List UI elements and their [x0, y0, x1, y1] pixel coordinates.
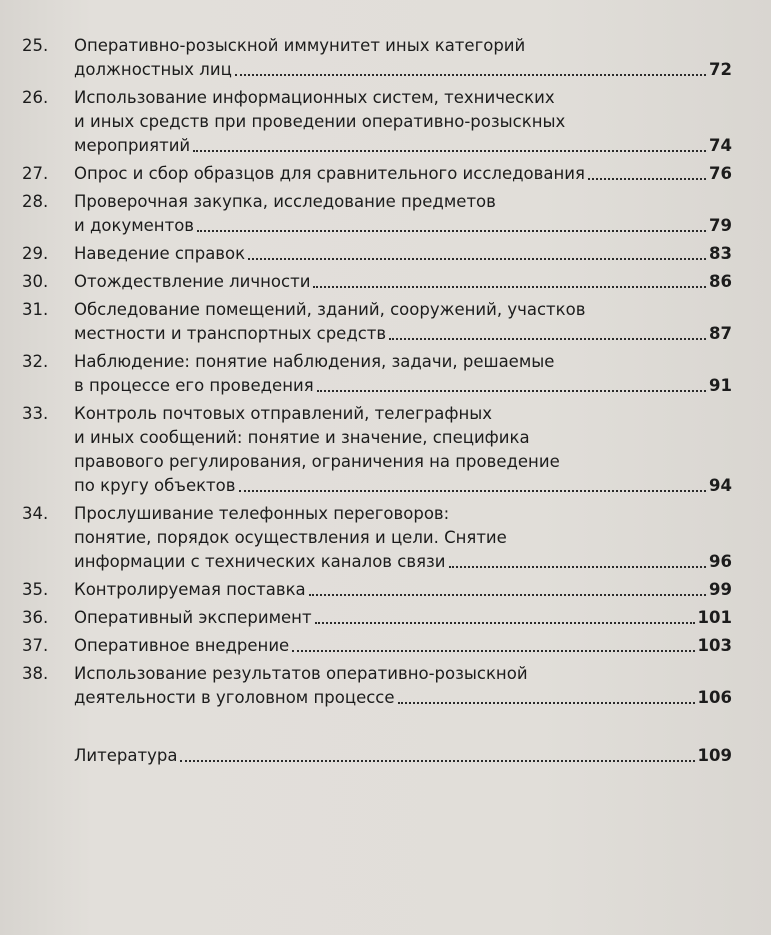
toc-entry-number: 26.: [22, 88, 49, 107]
dot-leader: [588, 177, 706, 180]
toc-entry: [22, 34, 732, 82]
toc-entry-last-line: [74, 606, 732, 630]
toc-entry-page: 101: [697, 608, 732, 627]
toc-entry-body: [74, 402, 732, 498]
toc-entry-last-line: [74, 242, 732, 266]
toc-entry-number: 31.: [22, 300, 49, 319]
toc-entry-number: 30.: [22, 272, 49, 291]
toc-entry-title-line: и документов: [74, 216, 195, 235]
toc-entry: [22, 270, 732, 294]
toc-entry-title-line: Оперативный эксперимент: [74, 608, 312, 627]
dot-leader: [389, 337, 706, 340]
toc-literature: [22, 744, 732, 768]
toc-entry-number: 34.: [22, 504, 49, 523]
table-of-contents: [22, 34, 732, 772]
toc-entry-body: [74, 34, 732, 82]
toc-entry-body: [74, 606, 732, 630]
toc-entry-last-line: [74, 134, 732, 158]
toc-entry-title-line: деятельности в уголовном процессе: [74, 688, 395, 707]
toc-entry-number: 33.: [22, 404, 49, 423]
toc-entry-title-line: Проверочная закупка, исследование предметов: [74, 192, 496, 211]
toc-entry-number: 32.: [22, 352, 49, 371]
toc-entry-title-line: по кругу объектов: [74, 476, 236, 495]
toc-entry-number: 27.: [22, 164, 49, 183]
toc-entry-title-line: и иных средств при проведении оперативно-розыскных: [74, 112, 566, 131]
toc-entry: [22, 242, 732, 266]
toc-entry-last-line: [74, 162, 732, 186]
toc-entry-number: 36.: [22, 608, 49, 627]
dot-leader: [248, 257, 706, 260]
toc-entry-last-line: [74, 474, 732, 498]
toc-entry-page: 94: [709, 476, 732, 495]
toc-entry-last-line: [74, 578, 732, 602]
toc-entry-body: [74, 270, 732, 294]
toc-entry-last-line: [74, 374, 732, 398]
toc-entry-last-line: [74, 322, 732, 346]
toc-entry-title-line: Использование результатов оперативно-розыскной: [74, 664, 528, 683]
dot-leader: [313, 285, 706, 288]
toc-entry-last-line: [74, 270, 732, 294]
toc-entry-title-line: мероприятий: [74, 136, 191, 155]
toc-entry-title-line: должностных лиц: [74, 60, 232, 79]
dot-leader: [449, 565, 707, 568]
toc-entry-page: 91: [709, 376, 732, 395]
toc-entry-last-line: [74, 550, 732, 574]
toc-entry-body: [74, 162, 732, 186]
toc-entry-body: [74, 502, 732, 574]
toc-entry-title-line: Использование информационных систем, технических: [74, 88, 555, 107]
toc-entry-page: 79: [709, 216, 732, 235]
toc-entry-body: [74, 298, 732, 346]
toc-entry-title-line: информации с технических каналов связи: [74, 552, 446, 571]
dot-leader: [235, 73, 706, 76]
toc-entry-title-line: местности и транспортных средств: [74, 324, 387, 343]
literature-label: Литература: [74, 746, 178, 765]
toc-entry-number: 38.: [22, 664, 49, 683]
toc-entry-last-line: [74, 214, 732, 238]
toc-entry-title-line: Контроль почтовых отправлений, телеграфных: [74, 404, 493, 423]
toc-entry-page: 103: [697, 636, 732, 655]
toc-entry-page: 76: [709, 164, 732, 183]
dot-leader: [197, 229, 706, 232]
toc-entry-title-line: Оперативно-розыскной иммунитет иных категорий: [74, 36, 526, 55]
toc-entry-last-line: [74, 744, 732, 768]
toc-entry-title-line: Прослушивание телефонных переговоров:: [74, 504, 450, 523]
toc-entry: [22, 298, 732, 346]
toc-entry: [22, 578, 732, 602]
toc-entry-body: [74, 634, 732, 658]
toc-entry-page: 74: [709, 136, 732, 155]
toc-entry-title-line: правового регулирования, ограничения на проведение: [74, 452, 560, 471]
dot-leader: [193, 149, 706, 152]
toc-entry-last-line: [74, 58, 732, 82]
toc-entry: [22, 606, 732, 630]
toc-entry-title-line: Контролируемая поставка: [74, 580, 306, 599]
dot-leader: [398, 701, 695, 704]
toc-entry-number: 25.: [22, 36, 49, 55]
toc-entry-number: 28.: [22, 192, 49, 211]
literature-page: 109: [697, 746, 732, 765]
toc-entry-title-line: Обследование помещений, зданий, сооружений, участков: [74, 300, 586, 319]
toc-entry-page: 83: [709, 244, 732, 263]
toc-entry: [22, 162, 732, 186]
toc-entry-title-line: Отождествление личности: [74, 272, 311, 291]
toc-entry-body: [74, 662, 732, 710]
dot-leader: [309, 593, 706, 596]
toc-entry-title-line: Оперативное внедрение: [74, 636, 290, 655]
toc-entry-body: [74, 350, 732, 398]
toc-entry-body: [74, 86, 732, 158]
toc-entry-page: 106: [697, 688, 732, 707]
toc-entry-title-line: Опрос и сбор образцов для сравнительного исследования: [74, 164, 585, 183]
toc-entry-body: [74, 744, 732, 768]
toc-entry: [22, 350, 732, 398]
toc-entry: [22, 634, 732, 658]
toc-entry-page: 86: [709, 272, 732, 291]
dot-leader: [292, 649, 694, 652]
toc-entry: [22, 402, 732, 498]
toc-entry-number: 29.: [22, 244, 49, 263]
toc-entry-body: [74, 578, 732, 602]
toc-entry: [22, 190, 732, 238]
dot-leader: [239, 489, 707, 492]
toc-entry-page: 99: [709, 580, 732, 599]
toc-entry-body: [74, 242, 732, 266]
toc-entry-title-line: понятие, порядок осуществления и цели. Снятие: [74, 528, 507, 547]
dot-leader: [317, 389, 706, 392]
toc-entry-number: 35.: [22, 580, 49, 599]
toc-entry-page: 87: [709, 324, 732, 343]
toc-entry-title-line: Наведение справок: [74, 244, 246, 263]
dot-leader: [180, 759, 694, 762]
toc-entry: [22, 86, 732, 158]
toc-entry-body: [74, 190, 732, 238]
toc-entry-last-line: [74, 634, 732, 658]
toc-entry-title-line: Наблюдение: понятие наблюдения, задачи, решаемые: [74, 352, 555, 371]
toc-entry-title-line: в процессе его проведения: [74, 376, 314, 395]
toc-entry-number: 37.: [22, 636, 49, 655]
toc-entry: [22, 502, 732, 574]
toc-entry-title-line: и иных сообщений: понятие и значение, специфика: [74, 428, 530, 447]
toc-entry-page: 96: [709, 552, 732, 571]
toc-entry-last-line: [74, 686, 732, 710]
dot-leader: [315, 621, 695, 624]
toc-entry-page: 72: [709, 60, 732, 79]
toc-entry: [22, 662, 732, 710]
